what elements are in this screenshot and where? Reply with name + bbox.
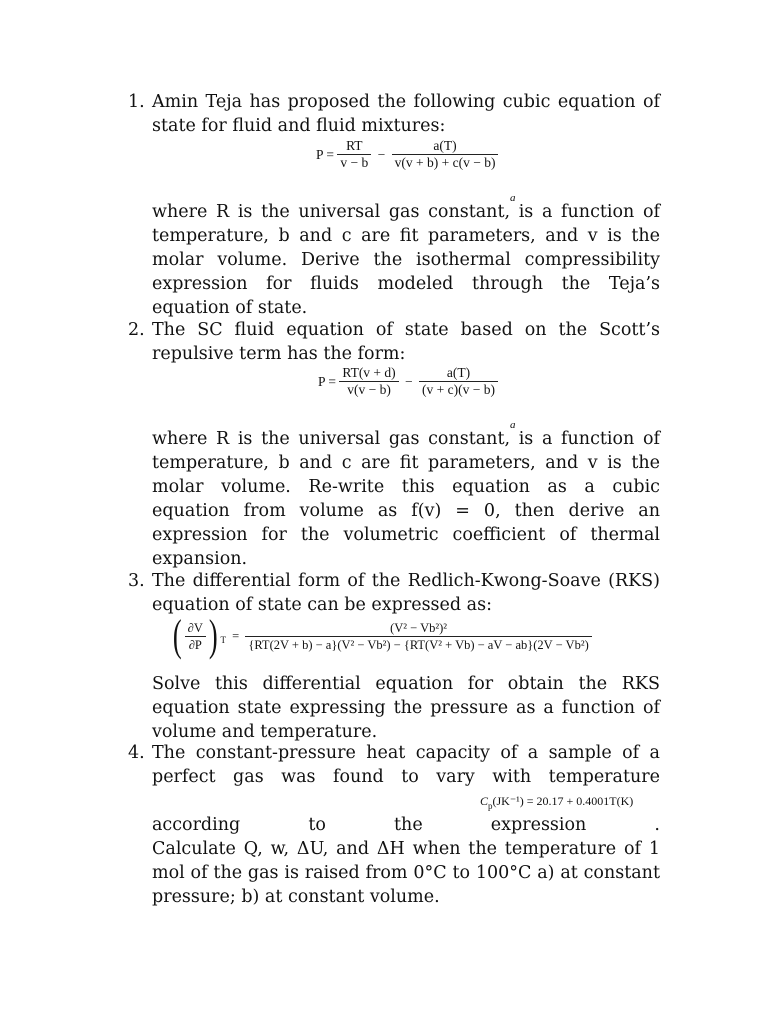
eq-equals: = <box>232 628 240 643</box>
item-4-number: 4. <box>128 743 145 763</box>
item-4-equation <box>480 794 633 811</box>
item-4-after-1: according to the expression . <box>152 815 660 835</box>
eq-denominator: v − b <box>340 155 369 170</box>
item-3-number: 3. <box>128 571 145 591</box>
eq-fraction-1 <box>339 365 398 398</box>
eq-lhs: P = <box>318 373 336 389</box>
eq-fraction-2 <box>419 365 498 398</box>
eq-denominator: (v + c)(v − b) <box>422 382 495 397</box>
item-4-line-2: perfect gas was found to vary with temperature <box>152 767 660 787</box>
item-3-line-2: equation of state can be expressed as: <box>152 595 492 615</box>
item-2-after-5: expression for the volumetric coefficient of thermal <box>152 525 660 545</box>
eq-numerator: a(T) <box>392 138 499 155</box>
eq-denominator: v(v + b) + c(v − b) <box>394 155 496 170</box>
eq-numerator: a(T) <box>419 365 498 382</box>
item-2-line-1: The SC fluid equation of state based on the Scott’s <box>152 320 660 340</box>
item-2-equation <box>318 365 498 398</box>
eq-cp: C <box>480 794 489 808</box>
eq-fraction <box>245 620 591 653</box>
item-3-after-2: equation state expressing the pressure as a function of <box>152 698 660 718</box>
item-3-equation <box>170 611 592 660</box>
item-3-line-1: The differential form of the Redlich-Kwong-Soave (RKS) <box>152 571 660 591</box>
item-4-line-1: The constant-pressure heat capacity of a sample of a <box>152 743 660 763</box>
eq-numerator: RT <box>337 138 371 155</box>
item-4-after-2: Calculate Q, w, ΔU, and ΔH when the temperature of 1 <box>152 839 660 859</box>
eq-derivative <box>185 620 206 653</box>
eq-minus: − <box>405 373 413 389</box>
eq-subscript: T <box>220 634 227 645</box>
item-2-after-2: temperature, b and c are fit parameters, and v is the <box>152 453 660 473</box>
item-2-a-symbol: a <box>510 419 516 431</box>
eq-subscript: p <box>488 801 493 811</box>
eq-minus: − <box>377 146 386 162</box>
item-1-after-5: equation of state. <box>152 298 308 318</box>
item-1-after-3: molar volume. Derive the isothermal compressibility <box>152 250 660 270</box>
item-1-after-1: where R is the universal gas constant, is a function of <box>152 202 660 222</box>
item-1-number: 1. <box>128 92 145 112</box>
eq-denominator: ∂P <box>188 637 202 652</box>
item-2-after-1: where R is the universal gas constant, is a function of <box>152 429 660 449</box>
item-2-after-4: equation from volume as f(v) = 0, then derive an <box>152 501 660 521</box>
right-paren: ) <box>208 611 218 660</box>
eq-denominator: {RT(2V + b) − a}(V² − Vb²) − {RT(V² + Vb) − aV − ab}(2V − Vb²) <box>248 637 589 652</box>
item-4-after-3: mol of the gas is raised from 0°C to 100°C a) at constant <box>152 863 660 883</box>
eq-fraction-1 <box>337 138 371 171</box>
item-2-after-3: molar volume. Re-write this equation as a cubic <box>152 477 660 497</box>
item-1-line-1: Amin Teja has proposed the following cubic equation of <box>152 92 660 112</box>
item-2-after-6: expansion. <box>152 549 248 569</box>
item-1-after-2: temperature, b and c are fit parameters, and v is the <box>152 226 660 246</box>
item-1-a-symbol: a <box>510 192 516 204</box>
eq-numerator: ∂V <box>185 620 206 637</box>
item-3-after-3: volume and temperature. <box>152 722 378 742</box>
eq-lhs: P = <box>316 146 334 162</box>
item-1-line-2: state for fluid and fluid mixtures: <box>152 116 446 136</box>
eq-numerator: (V² − Vb²)² <box>245 620 591 637</box>
eq-denominator: v(v − b) <box>347 382 391 397</box>
item-4-after-4: pressure; b) at constant volume. <box>152 887 440 907</box>
item-2-line-2: repulsive term has the form: <box>152 344 406 364</box>
eq-fraction-2 <box>392 138 499 171</box>
eq-numerator: RT(v + d) <box>339 365 398 382</box>
eq-rest: (JK⁻¹) = 20.17 + 0.4001T(K) <box>492 794 634 808</box>
item-3-after-1: Solve this differential equation for obtain the RKS <box>152 674 660 694</box>
item-1-equation <box>316 138 498 171</box>
item-2-number: 2. <box>128 320 145 340</box>
left-paren: ( <box>172 611 182 660</box>
item-1-after-4: expression for fluids modeled through the Teja’s <box>152 274 660 294</box>
